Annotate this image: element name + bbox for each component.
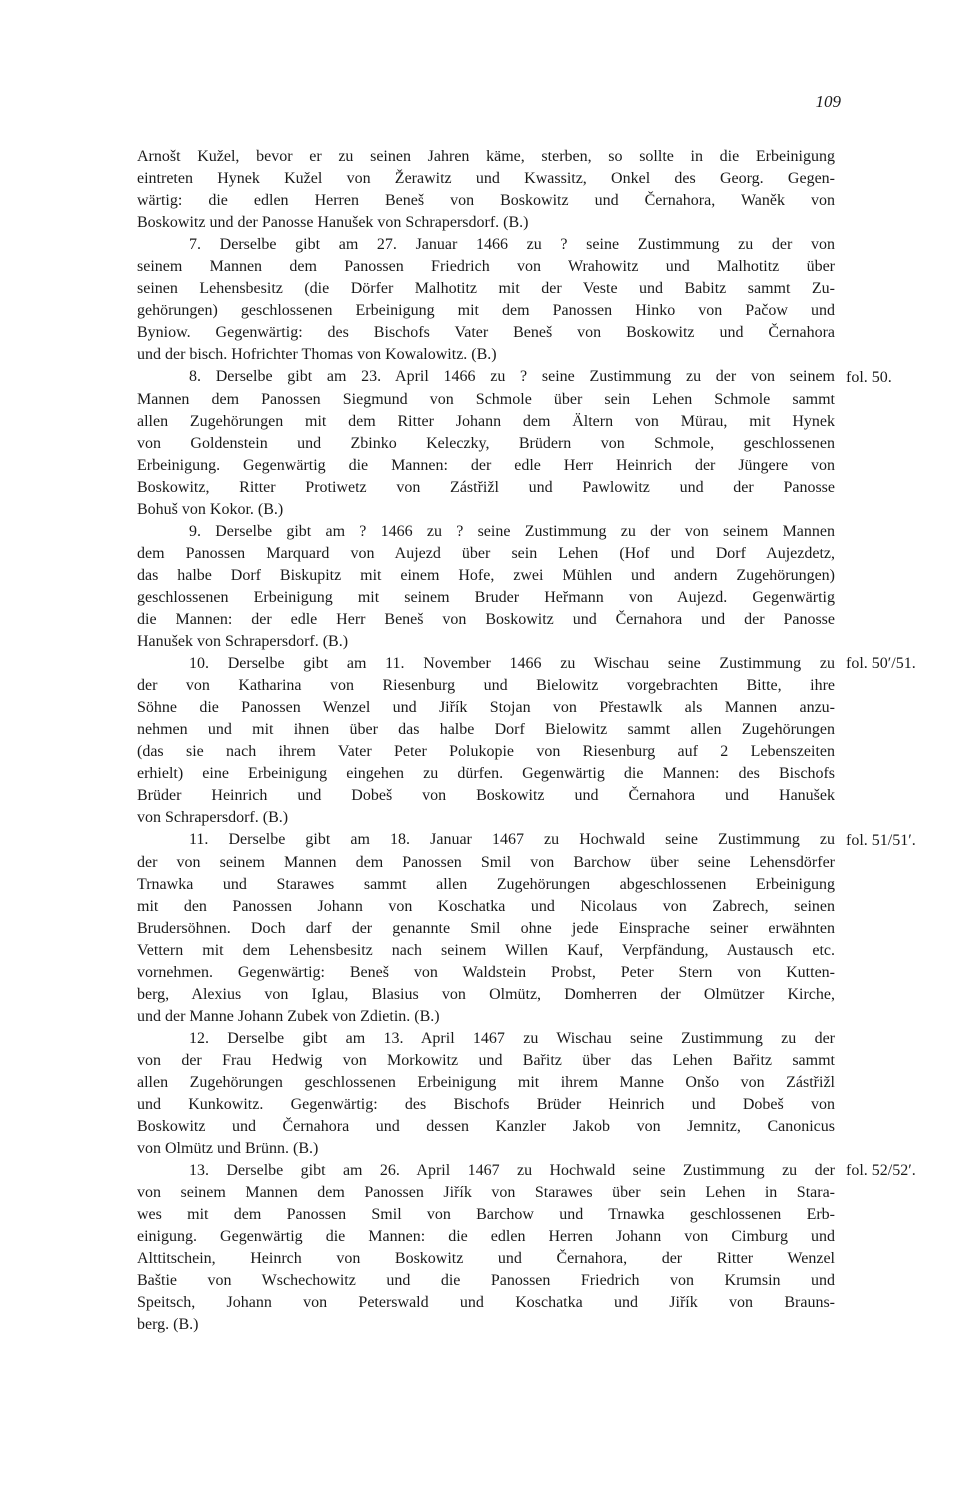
text-line: berg. (B.) bbox=[137, 1316, 199, 1334]
text-line: Erbeinigung. Gegenwärtig die Mannen: der edle Herr Heinrich der Jüngere von bbox=[137, 456, 835, 474]
text-line: seinen Lehensbesitz (die Dörfer Malhotitz mit der Veste und Babitz sammt Zu- bbox=[137, 280, 835, 298]
text-line: 11. Derselbe gibt am 18. Januar 1467 zu Hochwald seine Zustimmung zu bbox=[189, 831, 835, 849]
folio-margin-note: fol. 52/52′. bbox=[846, 1162, 916, 1180]
text-line: von Olmütz und Brünn. (B.) bbox=[137, 1140, 319, 1158]
body-text bbox=[137, 146, 835, 1337]
text-line: seinem Mannen dem Panossen Friedrich von Wrahowitz und Malhotitz über bbox=[137, 258, 835, 276]
text-line: nehmen und mit ihnen über das halbe Dorf Bielowitz sammt allen Zugehörungen bbox=[137, 721, 835, 739]
text-line: von Schrapersdorf. (B.) bbox=[137, 809, 289, 827]
text-line: Boskowitz und der Panosse Hanušek von Schrapersdorf. (B.) bbox=[137, 214, 529, 232]
text-line: und Kunkowitz. Gegenwärtig: des Bischofs Brüder Heinrich und Dobeš von bbox=[137, 1096, 835, 1114]
text-line: geschlossenen Erbeinigung mit seinem Bruder Heřmann von Aujezd. Gegenwärtig bbox=[137, 588, 835, 606]
text-line: 9. Derselbe gibt am ? 1466 zu ? seine Zustimmung zu der von seinem Mannen bbox=[189, 522, 835, 540]
folio-margin-note: fol. 50′/51. bbox=[846, 655, 916, 673]
text-line: erhielt) eine Erbeinigung eingehen zu dürfen. Gegenwärtig die Mannen: des Bischofs bbox=[137, 765, 835, 783]
text-line: einigung. Gegenwärtig die Mannen: die edlen Herren Johann von Cimburg und bbox=[137, 1228, 835, 1246]
text-line: eintreten Hynek Kužel von Žerawitz und Kwassitz, Onkel des Georg. Gegen- bbox=[137, 170, 835, 188]
text-line: Boskowitz, Ritter Protiwetz von Zástřižl und Pawlowitz und der Panosse bbox=[137, 478, 835, 496]
text-line: 13. Derselbe gibt am 26. April 1467 zu Hochwald seine Zustimmung zu der bbox=[189, 1162, 835, 1180]
text-line: der von Katharina von Riesenburg und Bielowitz vorgebrachten Bitte, ihre bbox=[137, 677, 835, 695]
text-line: Bohuš von Kokor. (B.) bbox=[137, 500, 284, 518]
text-line: 12. Derselbe gibt am 13. April 1467 zu Wischau seine Zustimmung zu der bbox=[189, 1029, 835, 1047]
text-line: vornehmen. Gegenwärtig: Beneš von Waldstein Probst, Peter Stern von Kutten- bbox=[137, 963, 835, 981]
text-line: berg, Alexius von Iglau, Blasius von Olmütz, Domherren der Olmützer Kirche, bbox=[137, 985, 835, 1003]
text-line: Arnošt Kužel, bevor er zu seinen Jahren käme, sterben, so sollte in die Erbeinigung bbox=[137, 148, 835, 165]
text-line: 8. Derselbe gibt am 23. April 1466 zu ? seine Zustimmung zu der von seinem bbox=[189, 368, 835, 386]
text-line: Hanušek von Schrapersdorf. (B.) bbox=[137, 633, 349, 651]
text-line: und der bisch. Hofrichter Thomas von Kowalowitz. (B.) bbox=[137, 346, 497, 364]
text-line: Vettern mit dem Lehensbesitz nach seinem Willen Kauf, Verpfändung, Austausch etc. bbox=[137, 941, 835, 959]
text-line: Söhne die Panossen Wenzel und Jiřík Stojan von Přestawlk als Mannen anzu- bbox=[137, 699, 835, 717]
text-line: Byniow. Gegenwärtig: des Bischofs Vater Beneš von Boskowitz und Černahora bbox=[137, 324, 835, 342]
text-line: 10. Derselbe gibt am 11. November 1466 zu Wischau seine Zustimmung zu bbox=[189, 655, 835, 673]
text-line: 7. Derselbe gibt am 27. Januar 1466 zu ? seine Zustimmung zu der von bbox=[189, 236, 835, 254]
text-line: die Mannen: der edle Herr Beneš von Boskowitz und Černahora und der Panosse bbox=[137, 610, 835, 628]
text-line: Alttitschein, Heinrch von Boskowitz und Černahora, der Ritter Wenzel bbox=[137, 1250, 835, 1268]
text-line: Brüder Heinrich und Dobeš von Boskowitz und Černahora und Hanušek bbox=[137, 787, 835, 805]
text-line: mit den Panossen Johann von Koschatka und Nicolaus von Zabrech, seinen bbox=[137, 897, 835, 915]
text-line: gehörungen) geschlossenen Erbeinigung mit dem Panossen Hinko von Pačow und bbox=[137, 302, 835, 320]
text-line: allen Zugehörungen mit dem Ritter Johann dem Ältern von Mürau, mit Hynek bbox=[137, 412, 835, 430]
text-line: von der Frau Hedwig von Morkowitz und Bařitz über das Lehen Bařitz sammt bbox=[137, 1051, 835, 1069]
text-line: das halbe Dorf Biskupitz mit einem Hofe, zwei Mühlen und andern Zugehörungen) bbox=[137, 566, 835, 584]
text-line: Boskowitz und Černahora und dessen Kanzler Jakob von Jemnitz, Canonicus bbox=[137, 1118, 835, 1136]
text-line: von seinem Mannen dem Panossen Jiřík von Starawes über sein Lehen in Stara- bbox=[137, 1184, 835, 1202]
folio-margin-note: fol. 50. bbox=[846, 368, 892, 386]
text-line: von Goldenstein und Zbinko Keleczky, Brüdern von Schmole, geschlossenen bbox=[137, 434, 835, 452]
text-line: der von seinem Mannen dem Panossen Smil von Barchow über seine Lehensdörfer bbox=[137, 853, 835, 871]
page-number: 109 bbox=[815, 92, 841, 111]
text-line: wes mit dem Panossen Smil von Barchow und Trnawka geschlossenen Erb- bbox=[137, 1206, 835, 1224]
folio-margin-note: fol. 51/51′. bbox=[846, 831, 916, 849]
text-line: Baštie von Wschechowitz und die Panossen Friedrich von Krumsin und bbox=[137, 1272, 835, 1290]
text-line: (das sie nach ihrem Vater Peter Polukopie von Riesenburg auf 2 Lebenszeiten bbox=[137, 743, 835, 761]
text-line: Mannen dem Panossen Siegmund von Schmole über sein Lehen Schmole sammt bbox=[137, 390, 835, 408]
text-line: Speitsch, Johann von Peterswald und Koschatka und Jiřík von Brauns- bbox=[137, 1294, 835, 1312]
text-line: dem Panossen Marquard von Aujezd über sein Lehen (Hof und Dorf Aujezdetz, bbox=[137, 544, 835, 562]
text-line: Brudersöhnen. Doch darf der genannte Smil ohne jede Einsprache seiner erwähnten bbox=[137, 919, 835, 937]
text-line: wärtig: die edlen Herren Beneš von Boskowitz und Černahora, Waněk von bbox=[137, 192, 835, 210]
text-line: Trnawka und Starawes sammt allen Zugehörungen abgeschlossenen Erbeinigung bbox=[137, 875, 835, 893]
text-line: und der Manne Johann Zubek von Zdietin. (B.) bbox=[137, 1007, 440, 1025]
text-line: allen Zugehörungen geschlossenen Erbeinigung mit ihrem Manne Onšo von Zástřižl bbox=[137, 1073, 835, 1091]
